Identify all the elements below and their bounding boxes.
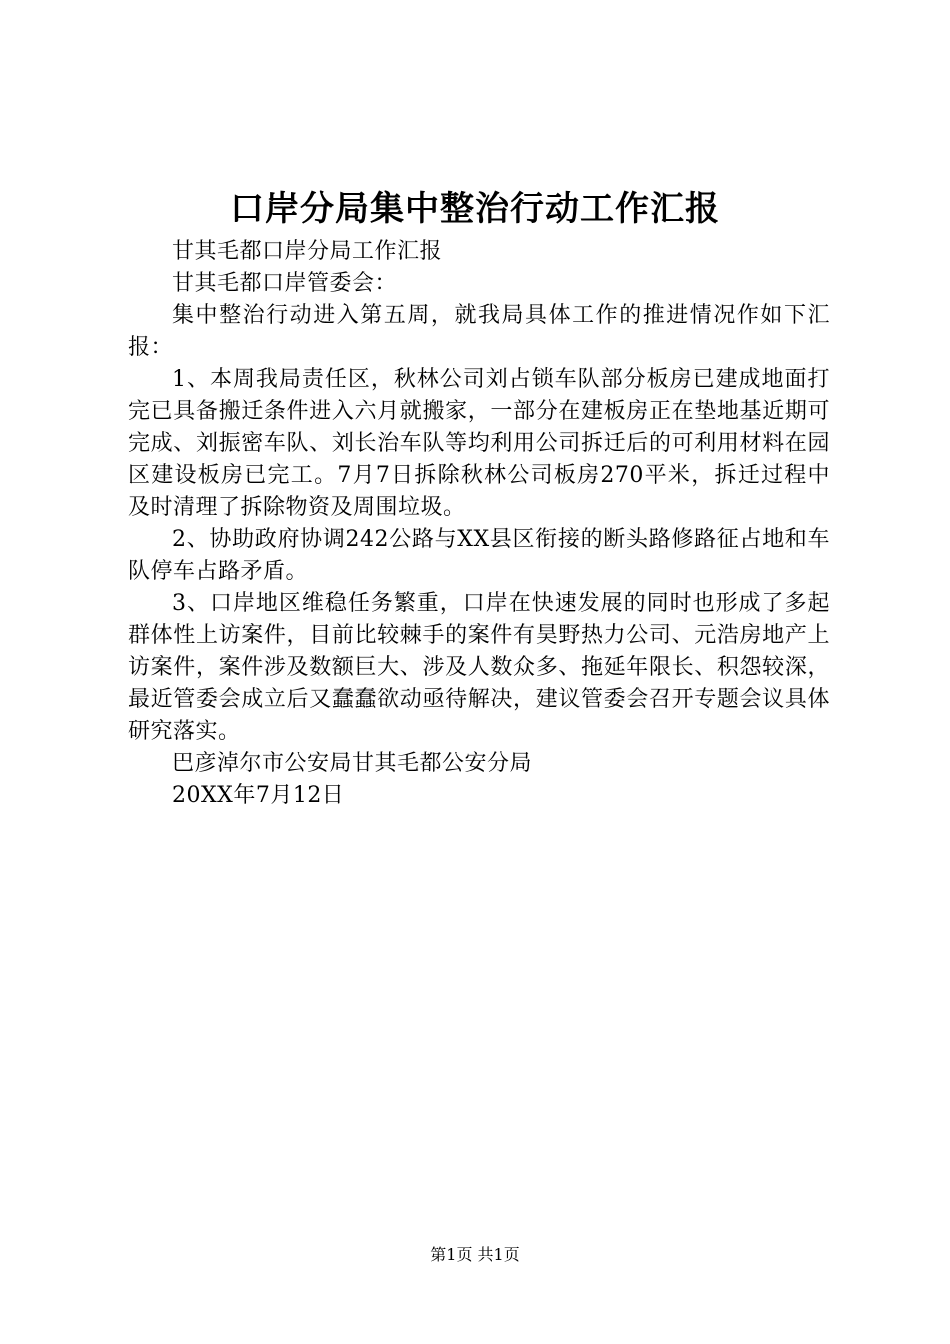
- item-paragraph-3: 3、口岸地区维稳任务繁重，口岸在快速发展的同时也形成了多起群体性上访案件，目前比较棘手的案件有昊野热力公司、元浩房地产上访案件，案件涉及数额巨大、涉及人数众多、拖延年限长、积怨较深，最近管委会成立后又蠢蠢欲动亟待解决，建议管委会召开专题会议具体研究落实。: [128, 591, 830, 744]
- item-paragraph-2: 2、协助政府协调242公路与XX县区衔接的断头路修路征占地和车队停车占路矛盾。: [128, 527, 830, 584]
- date-line: 20XX年7月12日: [172, 783, 345, 808]
- document-title: 口岸分局集中整治行动工作汇报: [230, 189, 720, 229]
- document-body: [128, 236, 830, 812]
- heading-line: 甘其毛都口岸分局工作汇报: [172, 239, 443, 264]
- addressee-line: 甘其毛都口岸管委会：: [172, 271, 398, 296]
- intro-paragraph: 集中整治行动进入第五周，就我局具体工作的推进情况作如下汇报：: [128, 303, 830, 360]
- page-number-footer: 第1页 共1页: [430, 1245, 520, 1264]
- signature-line: 巴彦淖尔市公安局甘其毛都公安分局: [172, 751, 533, 776]
- item-paragraph-1: 1、本周我局责任区，秋林公司刘占锁车队部分板房已建成地面打完已具备搬迁条件进入六月就搬家，一部分在建板房正在垫地基近期可完成、刘振密车队、刘长治车队等均利用公司拆迁后的可利用材料在园区建设板房已完工。7月7日拆除秋林公司板房270平米，拆迁过程中及时清理了拆除物资及周围垃圾。: [128, 367, 830, 520]
